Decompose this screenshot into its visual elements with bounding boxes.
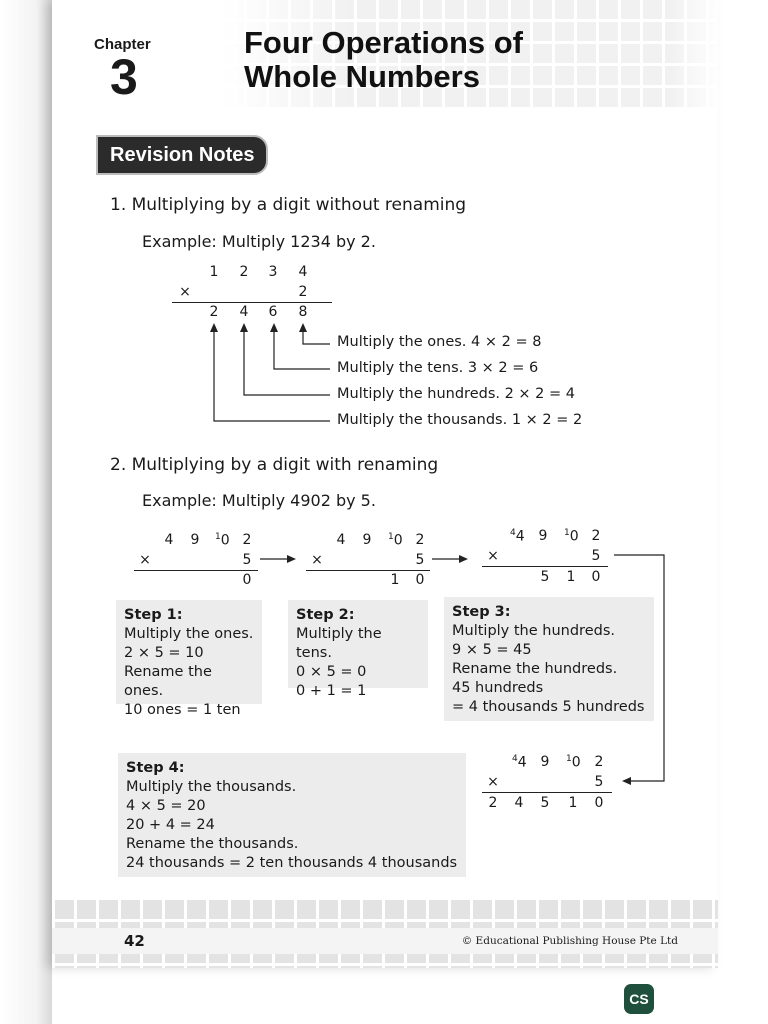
step1-box <box>116 600 262 718</box>
step1-line: Rename the ones. <box>124 664 212 699</box>
step1-line: 2 × 5 = 10 <box>124 645 204 661</box>
step3-line: 9 × 5 = 45 <box>452 642 532 658</box>
s1-top-digit: 3 <box>268 264 278 280</box>
c4-digit: 0 <box>571 754 581 771</box>
c4-result-digit: 1 <box>568 795 578 811</box>
c4-result-digit: 5 <box>540 795 550 811</box>
c1-result-digit: 0 <box>242 572 252 588</box>
c1-rule <box>134 570 258 571</box>
page-shadow <box>0 0 52 1024</box>
c4-top-digit-carry <box>512 754 526 771</box>
c2-carry: 1 <box>388 532 394 542</box>
step3-line: Rename the hundreds. <box>452 661 618 677</box>
c1-top-digit: 2 <box>242 532 252 548</box>
c4-carry: 1 <box>566 754 572 764</box>
step4-line: 24 thousands = 2 ten thousands 4 thousands <box>126 855 458 871</box>
step3-line: 45 hundreds <box>452 680 544 696</box>
c4-multiplier: 5 <box>594 774 604 790</box>
step4-line: Rename the thousands. <box>126 836 299 852</box>
revision-notes-badge: Revision Notes <box>96 135 268 175</box>
s1-top-digit: 2 <box>239 264 249 280</box>
c3-multiplier: 5 <box>591 548 601 564</box>
c4-top-digit: 9 <box>540 754 550 770</box>
s1-note-tens: Multiply the tens. 3 × 2 = 6 <box>337 360 539 376</box>
c4-result-digit: 4 <box>514 795 524 811</box>
c4-carry: 4 <box>512 754 518 764</box>
c2-result-digit: 1 <box>390 572 400 588</box>
chapter-number: 3 <box>110 49 138 105</box>
step3-line: Multiply the hundreds. <box>452 623 615 639</box>
c4-multiply-sign: × <box>487 774 499 790</box>
c3-result-digit: 5 <box>540 569 550 585</box>
c2-top-digit-carry <box>388 532 402 549</box>
chapter-label: Chapter <box>94 36 151 53</box>
step2-line: 0 × 5 = 0 <box>296 664 367 680</box>
step2-line: 0 + 1 = 1 <box>296 683 367 699</box>
s1-result-digit: 6 <box>268 304 278 320</box>
copyright: © Educational Publishing House Pte Ltd <box>461 935 678 947</box>
step4-title: Step 4: <box>126 760 185 776</box>
c2-rule <box>306 570 430 571</box>
step4-line: 20 + 4 = 24 <box>126 817 215 833</box>
c3-top-digit-carry <box>510 528 524 545</box>
c1-multiply-sign: × <box>139 552 151 568</box>
c3-digit: 0 <box>569 528 579 545</box>
c3-top-digit-carry <box>564 528 578 545</box>
c1-carry: 1 <box>215 532 221 542</box>
page-number: 42 <box>124 932 145 950</box>
step4-line: 4 × 5 = 20 <box>126 798 206 814</box>
c3-carry: 1 <box>564 528 570 538</box>
s1-note-thousands: Multiply the thousands. 1 × 2 = 2 <box>337 412 583 428</box>
chapter-title-line1: Four Operations of <box>244 25 523 60</box>
s1-top-digit: 1 <box>209 264 219 280</box>
c3-rule <box>482 566 608 567</box>
step4-box <box>118 753 466 877</box>
step3-box <box>444 597 654 721</box>
document-page <box>52 0 718 968</box>
step3-line: = 4 thousands 5 hundreds <box>452 699 645 715</box>
c3-multiply-sign: × <box>487 548 499 564</box>
step3-title: Step 3: <box>452 604 511 620</box>
chapter-title-line2: Whole Numbers <box>244 59 480 94</box>
c3-carry: 4 <box>510 528 516 538</box>
section2-example: Example: Multiply 4902 by 5. <box>142 491 376 510</box>
step1-line: 10 ones = 1 ten <box>124 702 241 718</box>
s1-result-digit: 2 <box>209 304 219 320</box>
step1-line: Multiply the ones. <box>124 626 254 642</box>
c2-multiply-sign: × <box>311 552 323 568</box>
step4-line: Multiply the thousands. <box>126 779 297 795</box>
c3-result-digit: 0 <box>591 569 601 585</box>
s1-note-hundreds: Multiply the hundreds. 2 × 2 = 4 <box>337 386 575 402</box>
c4-rule <box>482 792 612 793</box>
c3-top-digit: 9 <box>538 528 548 544</box>
step2-line: Multiply the tens. <box>296 626 382 661</box>
c2-top-digit: 9 <box>362 532 372 548</box>
section1-example: Example: Multiply 1234 by 2. <box>142 232 376 251</box>
step2-title: Step 2: <box>296 607 355 623</box>
s1-note-ones: Multiply the ones. 4 × 2 = 8 <box>337 334 542 350</box>
c2-top-digit: 2 <box>415 532 425 548</box>
c3-result-digit: 1 <box>566 569 576 585</box>
s1-multiplier: 2 <box>298 284 308 300</box>
s1-top-digit: 4 <box>298 264 308 280</box>
c2-top-digit: 4 <box>336 532 346 548</box>
s1-multiply-sign: × <box>179 284 191 300</box>
s1-result-digit: 4 <box>239 304 249 320</box>
c2-digit: 0 <box>393 532 403 549</box>
c1-top-digit: 9 <box>190 532 200 548</box>
camscanner-logo: CS <box>624 984 654 1014</box>
c4-top-digit-carry <box>566 754 580 771</box>
s1-result-digit: 8 <box>298 304 308 320</box>
c1-multiplier: 5 <box>242 552 252 568</box>
c3-top-digit: 2 <box>591 528 601 544</box>
c2-multiplier: 5 <box>415 552 425 568</box>
c4-top-digit: 2 <box>594 754 604 770</box>
step1-title: Step 1: <box>124 607 183 623</box>
c1-digit: 0 <box>220 532 230 549</box>
c4-result-digit: 0 <box>594 795 604 811</box>
c2-result-digit: 0 <box>415 572 425 588</box>
c1-top-digit-carry <box>215 532 229 549</box>
c3-digit: 4 <box>515 528 525 545</box>
step2-box <box>288 600 428 699</box>
section2-heading: 2. Multiplying by a digit with renaming <box>110 455 439 475</box>
c4-result-digit: 2 <box>488 795 498 811</box>
section1-heading: 1. Multiplying by a digit without renaming <box>110 195 467 215</box>
c1-top-digit: 4 <box>164 532 174 548</box>
c4-digit: 4 <box>517 754 527 771</box>
